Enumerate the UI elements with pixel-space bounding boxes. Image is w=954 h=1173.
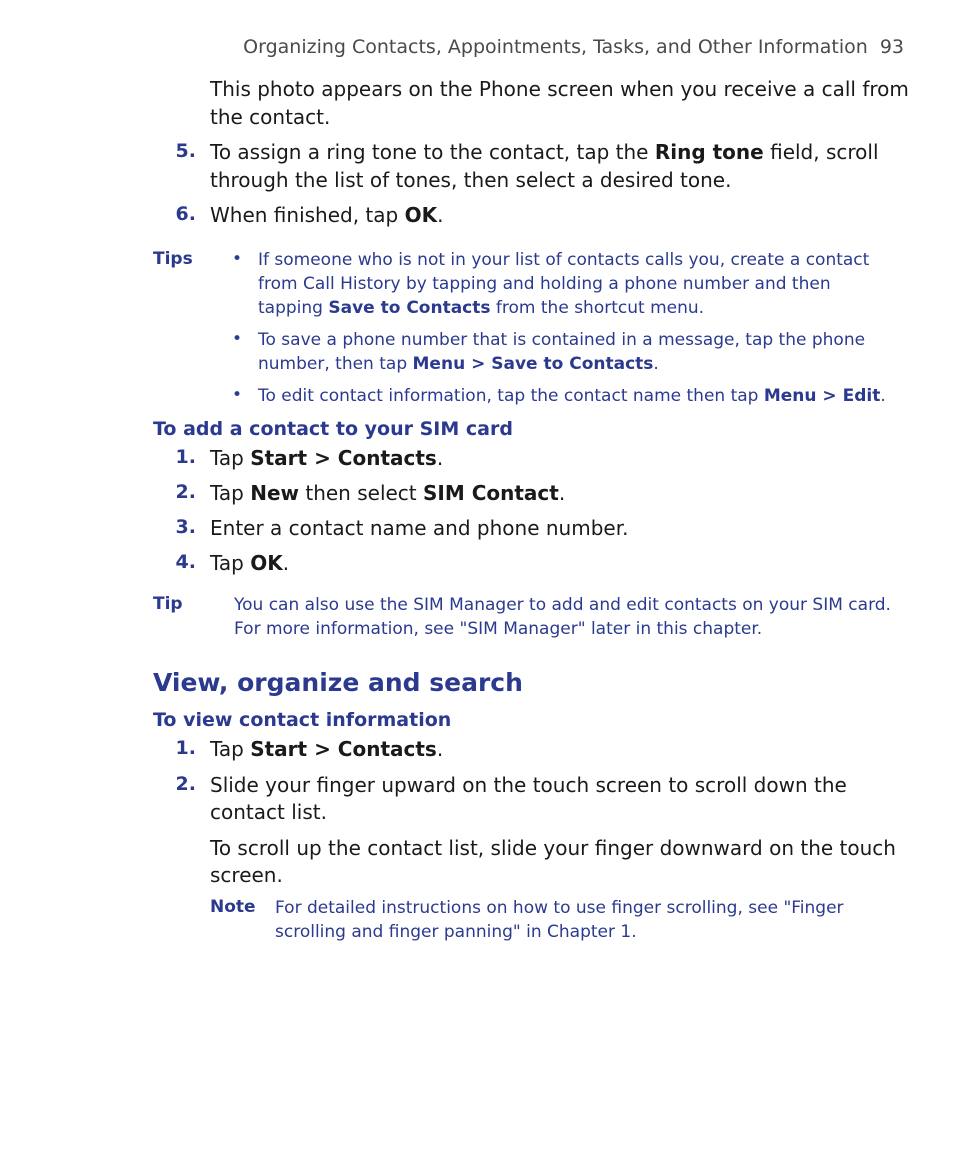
tip-2-line-1: To save a phone number that is contained in a message, tap the phone (258, 330, 866, 350)
tip-1-line-1: If someone who is not in your list of contacts calls you, create a contact (258, 250, 870, 270)
intro-line-2: the contact. (210, 105, 331, 129)
page-number: 93 (879, 36, 904, 58)
note-line-2: scrolling and finger panning" in Chapter 1. (275, 922, 637, 942)
step-6-text: When finished, tap OK. (210, 203, 444, 227)
tip-3-bullet: • (232, 385, 243, 405)
view-step-2-number: 2. (175, 773, 196, 795)
tip-3-line-1: To edit contact information, tap the contact name then tap Menu > Edit. (258, 386, 886, 406)
note-line-1: For detailed instructions on how to use finger scrolling, see "Finger (275, 898, 844, 918)
sim-step-1-number: 1. (175, 446, 196, 468)
page-header (243, 36, 904, 58)
note-label: Note (210, 897, 256, 917)
step-5-number: 5. (175, 140, 196, 162)
step-6-number: 6. (175, 203, 196, 225)
sim-step-2-text: Tap New then select SIM Contact. (210, 481, 566, 505)
scroll-up-line-2: screen. (210, 863, 283, 887)
view-step-2-line-1: Slide your finger upward on the touch screen to scroll down the (210, 773, 847, 797)
step-5-line-2: through the list of tones, then select a desired tone. (210, 168, 732, 192)
view-heading: To view contact information (153, 709, 452, 731)
scroll-up-line-1: To scroll up the contact list, slide your finger downward on the touch (210, 836, 896, 860)
view-step-1-number: 1. (175, 737, 196, 759)
step-5-line-1: To assign a ring tone to the contact, tap the Ring tone field, scroll (210, 140, 879, 164)
tip-line-2: For more information, see "SIM Manager" later in this chapter. (234, 619, 763, 639)
sim-step-2-number: 2. (175, 481, 196, 503)
view-step-2-line-2: contact list. (210, 800, 327, 824)
tip-label: Tip (153, 594, 183, 614)
tip-1-bullet: • (232, 249, 243, 269)
intro-line-1: This photo appears on the Phone screen when you receive a call from (210, 77, 909, 101)
tip-line-1: You can also use the SIM Manager to add and edit contacts on your SIM card. (234, 595, 891, 615)
sim-step-4-text: Tap OK. (210, 551, 290, 575)
sim-heading: To add a contact to your SIM card (153, 418, 513, 440)
section-title: View, organize and search (153, 668, 523, 697)
sim-step-3-number: 3. (175, 516, 196, 538)
tips-label: Tips (153, 249, 193, 269)
sim-step-1-text: Tap Start > Contacts. (210, 446, 444, 470)
tip-2-bullet: • (232, 329, 243, 349)
tip-1-line-2: from Call History by tapping and holding a phone number and then (258, 274, 831, 294)
sim-step-4-number: 4. (175, 551, 196, 573)
tip-1-line-3: tapping Save to Contacts from the shortcut menu. (258, 298, 705, 318)
sim-step-3-text: Enter a contact name and phone number. (210, 516, 629, 540)
tip-2-line-2: number, then tap Menu > Save to Contacts. (258, 354, 659, 374)
view-step-1-text: Tap Start > Contacts. (210, 737, 444, 761)
chapter-title: Organizing Contacts, Appointments, Tasks, and Other Information (243, 36, 868, 58)
